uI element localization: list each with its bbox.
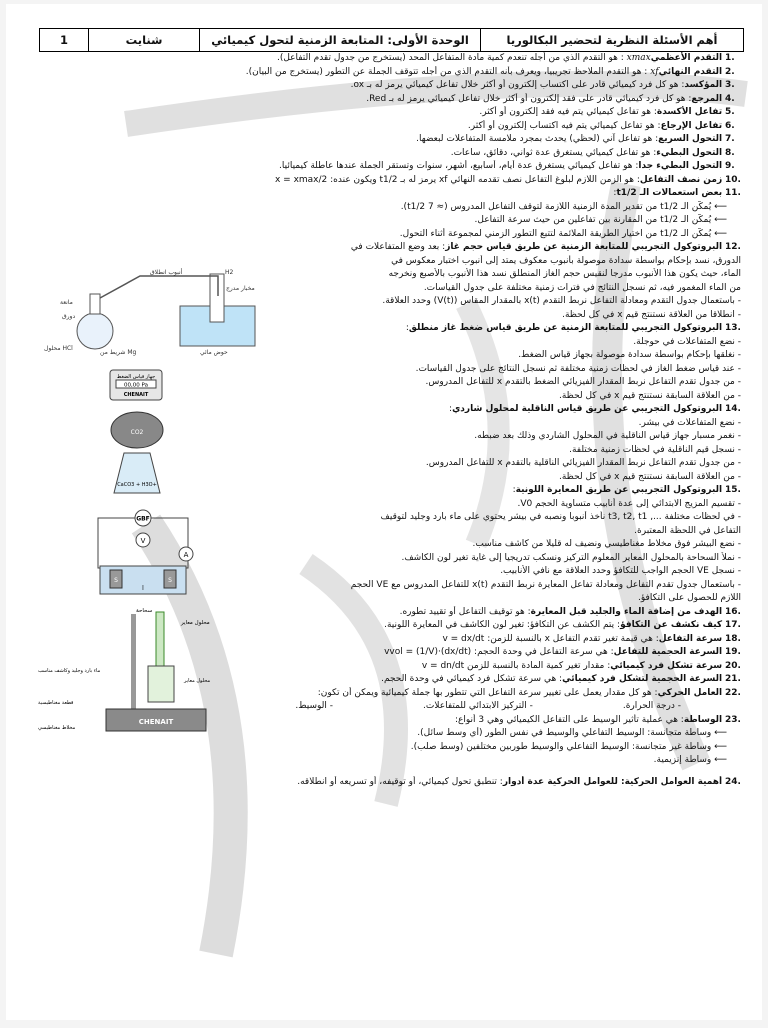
- kinetic-factor: - التركيز الابتدائي للمتفاعلات.: [423, 701, 533, 711]
- gbf-label: GBF: [136, 515, 150, 523]
- item-term: الوساطة: [683, 714, 723, 725]
- item-number: 6.: [725, 120, 735, 131]
- electrode-right-label: S: [168, 577, 172, 584]
- item-text: : هو توقيف التفاعل أو تقييد تطوره.: [399, 606, 531, 617]
- item-term: التحول البطيء جدا: [638, 161, 723, 171]
- fig1-label-basin: حوض مائي: [200, 349, 228, 356]
- figure-pressure-sensor: [102, 368, 172, 503]
- fig1-label-h2: H2: [225, 269, 234, 276]
- flask: [77, 313, 113, 349]
- item-text: : هو كل فرد كيميائي قادر على فقد إلكترون أو أكثر خلال تفاعل كيميائي يرمز له بـ Red.: [366, 93, 692, 104]
- fig1-label-cylinder: مخبار مدرج: [226, 285, 255, 292]
- item-text: : يتم الكشف عن التكافؤ: تغير لون الكاشف في المعايرة اللونية.: [384, 620, 621, 630]
- item-text: : هي سرعة تشكل فرد كيميائي في وحدة الحجم.: [381, 674, 563, 684]
- item14-line: - نسجل قيم الناقلية في لحظات زمنية مختلفة.: [569, 444, 741, 455]
- item15-line: - نضع البيشر فوق مخلاط مغناطيسي ونضيف له قليلا من كاشف مناسب.: [472, 539, 741, 549]
- ammeter-label: A: [183, 551, 189, 559]
- electrode-distance-label: l: [142, 585, 144, 592]
- item-text: : هو تفاعل آني (لحظي) يحدث بمجرد ملامسة المتفاعلات لبعضها.: [416, 134, 659, 144]
- item-number: 17.: [725, 620, 741, 630]
- item-text: :: [613, 188, 617, 198]
- item-text: :: [512, 485, 516, 495]
- item15-heading-0: [211, 484, 741, 498]
- item15-block: [211, 484, 741, 606]
- item-number: 3.: [725, 80, 735, 90]
- item12-line: الدورق، نسد بإحكام بواسطة سدادة موصولة بأنبوب معكوف يمتد إلى أنبوب اختبار معكوس في: [391, 255, 741, 266]
- item-term: الهدف من إضافة الماء والجليد قبل المعايرة: [530, 606, 723, 617]
- item15-line: - نسجل VE الحجم الواجب للتكافؤ وحدد العلاقة مع نافي الأنابيب.: [500, 566, 741, 576]
- item14-line: - من العلاقة السابقة نستنتج قيم x في كل لحظة.: [559, 471, 741, 482]
- item13-heading-0: [211, 322, 741, 336]
- item-term: سرعة التفاعل: [658, 633, 723, 644]
- fig4-label-stirrer: مخلاط مغناطيسي: [38, 725, 76, 731]
- item-text: : هي قيمة تغير تقدم التفاعل x بالنسبة للزمن: v = dx/dt: [442, 633, 659, 644]
- item-text: : هو تفاعل كيميائي يتم فيه اكتساب إلكترون أو أكثر.: [467, 120, 661, 131]
- definition-item-7: [41, 147, 741, 161]
- pressure-display: 00,00 Pa: [124, 382, 148, 389]
- item-term: زمن نصف التفاعل: [639, 174, 723, 185]
- item15-line: - باستعمال جدول تقدم التفاعل ومعادلة تفاعل المعايرة نربط التقدم x(t) للتفاعل المدروس مع VE الحجم: [350, 579, 741, 590]
- item-number: 19.: [725, 647, 741, 657]
- item-text: : هو تفاعل كيميائي يستغرق عدة أيام، أسابيع، أشهر، سنوات وتستقر الجملة عندها عاطلة كيميائيا.: [279, 161, 639, 171]
- fig1-label-stopper: مانعة: [60, 299, 73, 306]
- item13-block: [211, 322, 741, 403]
- item14-block: [211, 403, 741, 484]
- pressure-device-label: جهاز قياس الضغط: [116, 374, 156, 380]
- titration-beaker: [148, 666, 174, 702]
- figure-gas-volume-apparatus: [40, 266, 260, 356]
- header-author: شنايت: [88, 29, 199, 51]
- item-term: العامل الحركي: [657, 687, 723, 698]
- item15-line: اللازم للحصول على التكافؤ.: [638, 593, 741, 603]
- fig1-label-hcl: محلول HCl: [44, 345, 73, 352]
- fig4-label-ice: ماء بارد وجليد وكاشف مناسب: [38, 668, 101, 674]
- definition-item-0: [41, 52, 741, 66]
- catalysis-type: ⟵ وساطة إنزيمية.: [653, 755, 727, 765]
- definition-item-8: [41, 160, 741, 174]
- item-term: السرعة الحجمية لتشكل فرد كيميائي: [562, 674, 723, 684]
- item13-line: - نضع المتفاعلات في حوجلة.: [633, 336, 741, 347]
- definition-item-6: [41, 133, 741, 147]
- item-term: التقدم الأعظمي: [650, 53, 723, 63]
- item14-line: - نضع المتفاعلات في بيشر.: [638, 417, 741, 428]
- header-bar: [39, 28, 744, 52]
- item-number: 9.: [725, 161, 735, 171]
- fig1-label-flask: دورق: [62, 313, 76, 320]
- item-number: 18.: [725, 633, 741, 644]
- item-number: 2.: [725, 66, 735, 77]
- item12-line: من الماء المغمور فيه، ثم نسجل النتائج في فترات زمنية مختلفة على جدول القياسات.: [423, 282, 741, 293]
- electrode-left-label: S: [114, 577, 118, 584]
- item13-line: - من العلاقة السابقة نستنتج قيم x في كل لحظة.: [559, 390, 741, 401]
- voltmeter-label: V: [140, 537, 146, 545]
- item-text: : تنطبق تحول كيميائي، أو توقيفه، أو تسريعه أو انطلاقه.: [297, 776, 503, 787]
- item-text: : مقدار تغير كمية المادة بالنسبة للزمن v = dn/dt: [421, 660, 611, 671]
- header-page-number: 1: [60, 33, 69, 47]
- header-unit: الوحدة الأولى: المتابعة الزمنية لتحول كيميائي: [199, 29, 480, 51]
- item-number: 1.: [725, 53, 735, 63]
- item11-bullet: ⟵ يُمكّن الـ t1/2 من تقدير المدة الزمنية اللازمة لتوقف التفاعل المدروس (≈ 7 t1/2).: [400, 201, 727, 212]
- item13-line: - نغلقها بإحكام بواسطة سدادة موصولة بجهاز قياس الضغط.: [518, 350, 741, 360]
- item12-line: الماء، حيث يكون هذا الأنبوب مدرجا لنقيس حجم الغاز المنطلق نسد هذا الأنبوب بالأصبع ونخرجه: [388, 269, 741, 279]
- item15-line: - في لحظات مختلفة ..., t3, t2, t1 نأخذ أنبوبا ونصبه في بيشر يحتوي على ماء بارد وجليد لتوقيف: [380, 512, 741, 522]
- item-term: البروتوكول التجريبي عن طريق المعايرة اللونية: [515, 485, 723, 495]
- stand-rod: [131, 614, 136, 709]
- fig1-label-mg: شريط من Mg: [100, 349, 137, 356]
- item-number: 11.: [725, 188, 741, 198]
- fig4-label-burette: سحاحة: [136, 608, 153, 614]
- pressure-brand: CHENAIT: [123, 392, 149, 398]
- figure-titration-setup: [36, 604, 226, 739]
- catalysis-type: ⟵ وساطة متجانسة: الوسيط التفاعلي والوسيط في نفس الطور (أي وسط سائل).: [417, 728, 727, 738]
- fig4-label-magnet: قطعة مغناطيسية: [38, 700, 74, 706]
- item-text: : هي سرعة التفاعل في وحدة الحجم: vvol = (1/V)·(dx/dt): [384, 647, 614, 657]
- item-number: 21.: [725, 674, 741, 684]
- item-number: 7.: [725, 134, 735, 144]
- fig1-label-tube: أنبوب انطلاق: [150, 269, 183, 276]
- item-term: البروتوكول التجريبي للمتابعة الزمنية عن طريق قياس ضغط غاز منطلق: [408, 323, 723, 333]
- definition-item-3: [41, 93, 741, 107]
- item-number: 16.: [725, 606, 741, 617]
- item-number: 12.: [725, 242, 741, 252]
- definition-item-5: [41, 120, 741, 134]
- co2-label: CO2: [130, 429, 144, 436]
- item-text: :: [449, 404, 453, 414]
- item-symbol: xmax: [623, 53, 651, 63]
- item-term: تفاعل الإرجاع: [660, 120, 723, 131]
- burette: [156, 612, 164, 672]
- definition-item-2: [41, 79, 741, 93]
- item12-line: - انطلاقا من العلاقة نستنتج قيم x في كل لحظة.: [562, 309, 741, 320]
- catalysis-type: ⟵ وساطة غير متجانسة: الوسيط التفاعلي والوسيط طوربين مختلفين (وسط صلب).: [410, 741, 727, 752]
- item-term: بعض استعمالات الـ t1/2: [616, 188, 723, 198]
- item-text: :: [405, 323, 409, 333]
- definition-item-9: [41, 174, 741, 188]
- fig4-label-titrant: محلول معاير: [181, 620, 210, 626]
- item-text: : هو التقدم الذي من أجله تنعدم كمية مادة المتفاعل المحد (يستخرج من جدول تقدم التفاعل).: [276, 53, 624, 63]
- kinetic-factor: - درجة الحرارة.: [622, 701, 681, 711]
- item-number: 4.: [725, 93, 735, 104]
- item-text: : هو تفاعل كيميائي يستغرق عدة ثواني، دقائق، ساعات.: [450, 147, 657, 158]
- item-text: : هو تفاعل كيميائي يتم فيه فقد إلكترون أو أكثر.: [479, 107, 657, 117]
- item13-line: - عند قياس ضغط الغاز في لحظات زمنية مختلفة ثم نسجل النتائج على جدول القياسات.: [415, 363, 741, 374]
- item12-heading-0: [211, 241, 741, 255]
- item14-line: - من جدول تقدم التفاعل نربط المقدار الفيزيائي الناقلية بالتقدم x للتفاعل المدروس.: [425, 458, 741, 468]
- item-term: التحول البطيء: [656, 147, 723, 158]
- item-number: 23.: [725, 714, 741, 725]
- item-term: أهمية العوامل الحركية: للعوامل الحركية عدة أدوار: [502, 776, 723, 787]
- item15-line: - نملأ السحاحة بالمحلول المعاير المعلوم التركيز ونسكب تدريجيا إلى غاية تغير لون الكاشف.: [401, 552, 741, 563]
- item-number: 15.: [725, 485, 741, 495]
- figure-conductivity-cell: [88, 508, 198, 598]
- header-title: أهم الأسئلة النظرية لتحضير البكالوريا: [480, 29, 743, 51]
- worksheet-page: [6, 4, 762, 1020]
- item-term: تفاعل الأكسدة: [656, 107, 723, 117]
- item13-line: - من جدول تقدم التفاعل نربط المقدار الفيزيائي الضغط بالتقدم x للتفاعل المدروس.: [425, 377, 741, 387]
- item-text: : بعد وضع المتفاعلات في: [350, 242, 446, 252]
- definition-item-1: [41, 66, 741, 80]
- kinetic-importance-item-0: [41, 776, 741, 790]
- item14-line: - نغمر مسبار جهاز قياس الناقلية في المحلول الشاردي وذلك بعد ضبطه.: [474, 431, 741, 441]
- item-number: 20.: [725, 660, 741, 671]
- item11-bullet: ⟵ يُمكّن الـ t1/2 من المقارنة بين تفاعلين من حيث سرعة التفاعل.: [474, 215, 727, 225]
- item-number: 14.: [725, 404, 741, 414]
- item-text: : هو كل فرد كيميائي قادر على اكتساب إلكترون أو أكثر خلال تفاعل كيميائي يرمز له بـ ox.: [350, 80, 685, 90]
- flask-reagent-label: CaCO3 + H3O+: [117, 482, 157, 488]
- item-term: المؤكسد: [684, 80, 723, 90]
- item-term: البروتوكول التجريبي للمتابعة الزمنية عن طريق قياس حجم غاز: [445, 242, 723, 252]
- item-term: السرعة الحجمية للتفاعل: [613, 647, 723, 657]
- item-number: 22.: [725, 687, 741, 698]
- item-number: 13.: [725, 323, 741, 333]
- item-number: 5.: [725, 107, 735, 117]
- item-number: 8.: [725, 147, 735, 158]
- item14-heading-0: [211, 403, 741, 417]
- item11-bullet: ⟵ يُمكّن الـ t1/2 من اختيار الطريقة الملائمة لتتبع التطور الزمني لمجموعة أثناء التحول.: [399, 228, 727, 239]
- graduated-cylinder: [210, 274, 224, 322]
- item12-line: - باستعمال جدول التقدم ومعادلة التفاعل نربط التقدم x(t) بالمقدار المقاس (V(t)) وحدد العلاقة.: [382, 296, 741, 306]
- item-text: : هو كل مقدار يعمل على تغيير سرعة التفاعل التي تتطور بها جملة كيميائية ويمكن أن تكون:: [317, 687, 658, 698]
- item-term: التقدم النهائي: [658, 66, 723, 77]
- item-term: المرجع: [691, 93, 723, 104]
- item15-line: - تقسيم المزيج الابتدائي إلى عدة أنابيب متساوية الحجم V0.: [517, 498, 741, 509]
- item-symbol: xf: [647, 66, 659, 77]
- item-text: : هو الزمن اللازم لبلوغ التفاعل نصف تقدمه النهائي xf يرمز له بـ t1/2 ويكون عنده: x = xmax/2: [274, 174, 640, 185]
- kinetic-factor: - الوسيط.: [295, 701, 334, 711]
- fig4-label-solution: محلول معاير: [184, 678, 211, 684]
- item-number: 10.: [725, 174, 741, 185]
- item-term: سرعة تشكل فرد كيميائي: [610, 660, 723, 671]
- item-number: 24.: [725, 776, 741, 787]
- stirrer-brand: CHENAIT: [138, 718, 174, 726]
- item-term: البروتوكول التجريبي عن طريق قياس الناقلية لمحلول شاردي: [452, 404, 723, 414]
- item12-block: [211, 241, 741, 322]
- item-text: : هي عملية تأثير الوسيط على التفاعل الكيميائي وهي 3 أنواع:: [454, 714, 684, 725]
- item-term: كيف نكشف عن التكافؤ: [620, 620, 723, 630]
- delivery-tube: [100, 276, 218, 298]
- definition-item-10: [41, 187, 741, 201]
- definition-item-4: [41, 106, 741, 120]
- item-term: التحول السريع: [658, 134, 723, 144]
- item15-line: التفاعل في اللحظة المعتبرة.: [634, 525, 741, 536]
- item-text: : هو التقدم الملاحظ تجريبيا، ويعرف بأنه التقدم الذي من أجله تتوقف الجملة عن التطور (يستخرج من البيان).: [245, 66, 648, 77]
